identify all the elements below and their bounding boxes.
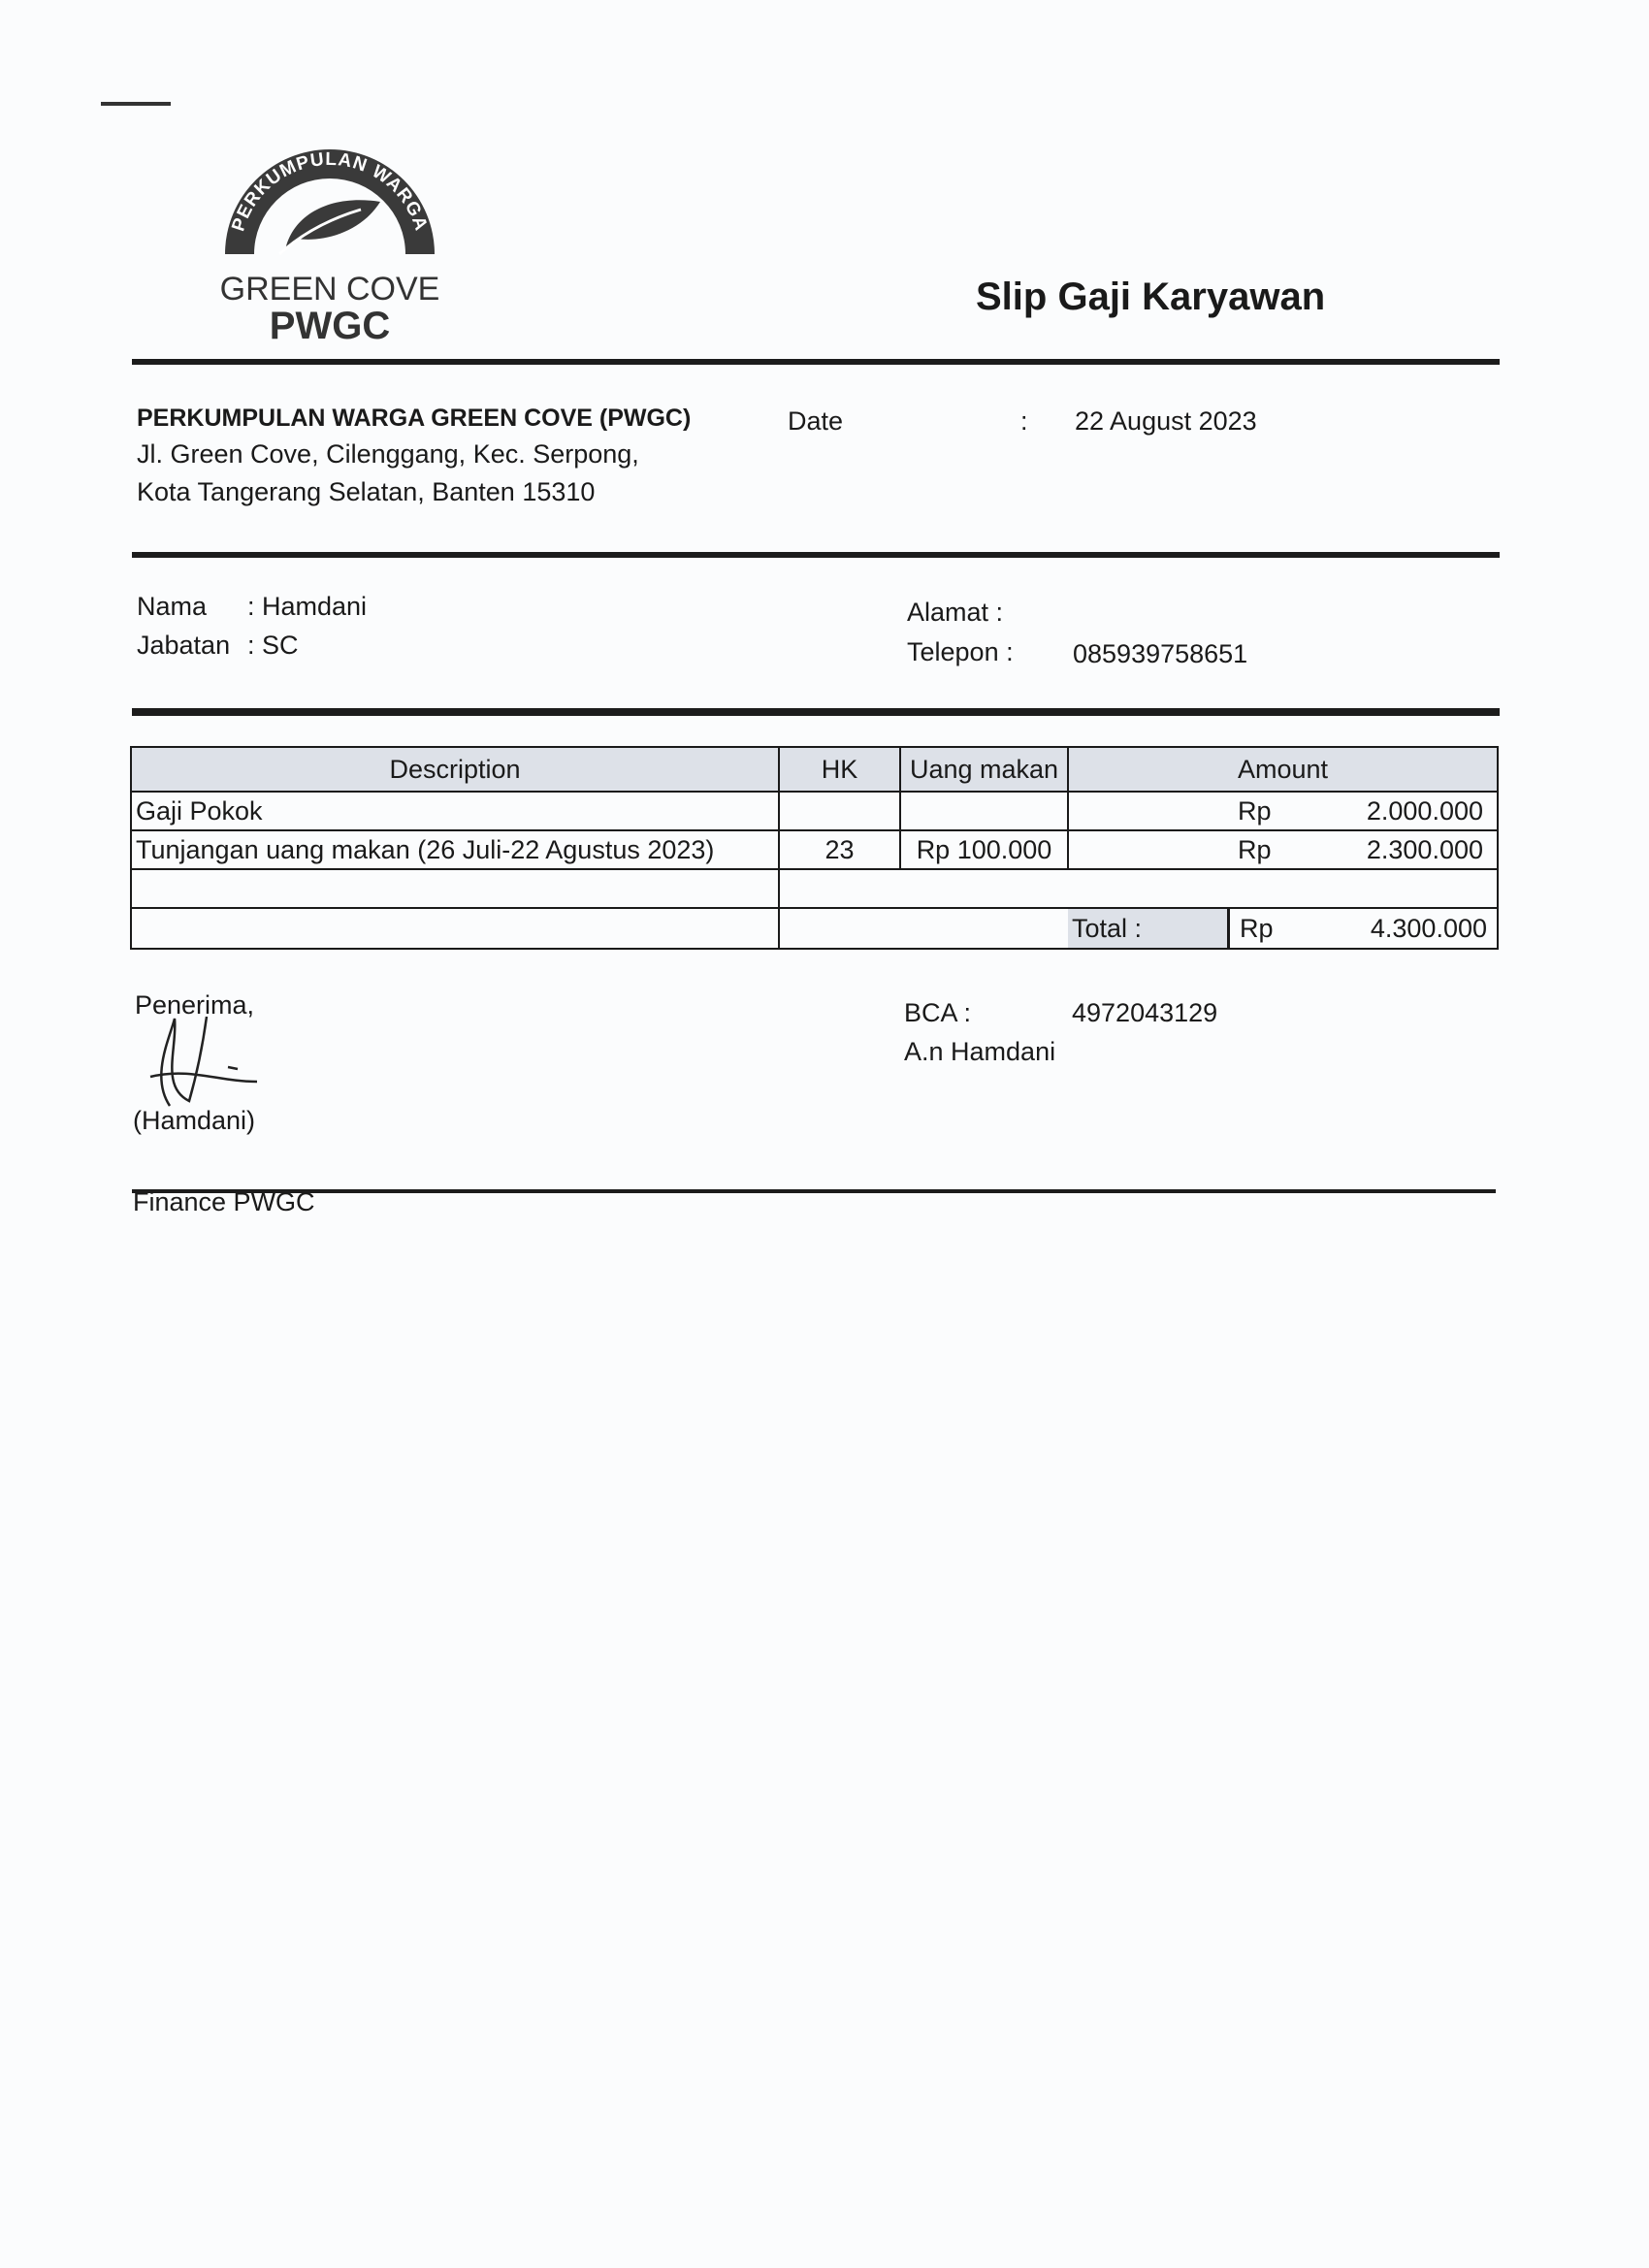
header-description: Description	[131, 747, 779, 792]
currency: Rp	[1240, 913, 1274, 943]
receiver-label: Penerima,	[135, 990, 255, 1020]
footer-finance: Finance PWGC	[133, 1187, 315, 1216]
table-header	[131, 747, 1498, 792]
divider	[132, 1189, 1496, 1193]
table-total-row	[131, 908, 1498, 949]
header-uang-makan: Uang makan	[900, 747, 1068, 792]
row-amount	[1068, 830, 1498, 869]
jabatan-label: Jabatan	[137, 631, 231, 660]
currency: Rp	[1238, 834, 1272, 864]
amount-value: 2.300.000	[1366, 834, 1483, 864]
table-row	[131, 830, 1498, 869]
org-address-2: Kota Tangerang Selatan, Banten 15310	[137, 477, 596, 506]
page-title: Slip Gaji Karyawan	[976, 275, 1326, 318]
logo	[215, 146, 444, 347]
row-hk: 23	[779, 830, 900, 869]
org-address-1: Jl. Green Cove, Cilenggang, Kec. Serpong,	[137, 439, 639, 469]
header-amount: Amount	[1068, 747, 1498, 792]
bank-holder: A.n Hamdani	[904, 1037, 1056, 1066]
org-name: PERKUMPULAN WARGA GREEN COVE (PWGC)	[137, 405, 692, 432]
bank-label: BCA :	[904, 998, 972, 1027]
bank-account: 4972043129	[1072, 998, 1218, 1027]
row-uang-makan: Rp 100.000	[900, 830, 1068, 869]
nama-value: : Hamdani	[247, 592, 368, 621]
divider	[132, 552, 1500, 558]
logo-text-green-cove: GREEN COVE	[219, 271, 440, 308]
row-description: Tunjangan uang makan (26 Juli-22 Agustus 2023)	[131, 830, 779, 869]
currency: Rp	[1238, 795, 1272, 826]
alamat-label: Alamat :	[907, 598, 1004, 627]
logo-text-pwgc: PWGC	[269, 305, 391, 347]
jabatan-value: : SC	[247, 631, 299, 660]
total-label: Total :	[1068, 909, 1230, 948]
table-row-empty	[131, 869, 1498, 908]
date-value: 22 August 2023	[1075, 406, 1257, 436]
header-hk: HK	[779, 747, 900, 792]
row-uang-makan	[900, 792, 1068, 830]
total-value: 4.300.000	[1370, 913, 1487, 943]
nama-label: Nama	[137, 592, 208, 621]
divider	[132, 359, 1500, 365]
leaf-arc-icon	[215, 146, 444, 272]
telepon-value: 085939758651	[1073, 639, 1248, 668]
signature	[131, 1009, 267, 1116]
salary-table	[130, 746, 1499, 950]
table-row	[131, 792, 1498, 830]
row-amount	[1068, 792, 1498, 830]
row-hk	[779, 792, 900, 830]
telepon-label: Telepon :	[907, 637, 1014, 666]
amount-value: 2.000.000	[1366, 795, 1483, 826]
date-colon: :	[1020, 406, 1028, 436]
date-label: Date	[788, 406, 844, 436]
row-description: Gaji Pokok	[131, 792, 779, 830]
divider	[132, 708, 1500, 716]
svg-text:PERKUMPULAN WARGA: PERKUMPULAN WARGA	[228, 148, 432, 235]
receiver-name: (Hamdani)	[133, 1106, 256, 1135]
scan-mark	[101, 102, 171, 106]
